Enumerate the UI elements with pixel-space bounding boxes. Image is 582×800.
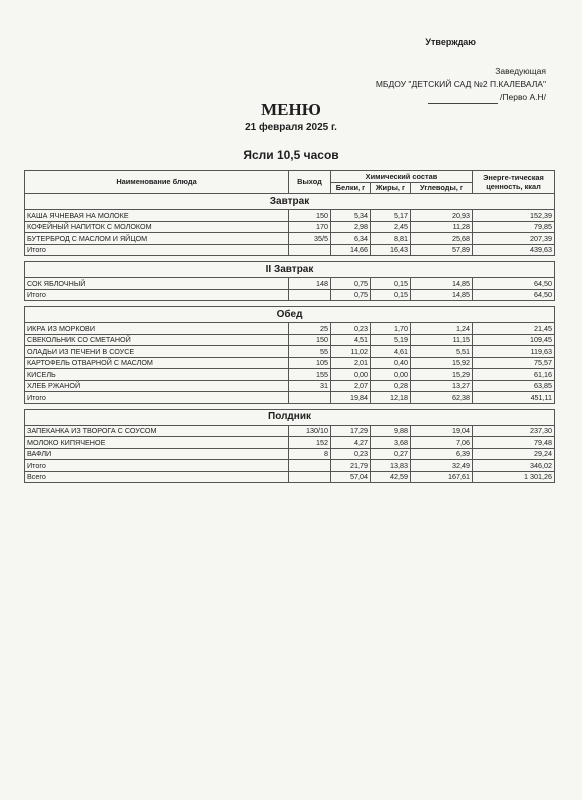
header-energy: Энерге-тическая ценность, ккал (473, 171, 555, 194)
dish-output: 148 (289, 278, 331, 290)
dish-carbs: 19,04 (411, 425, 473, 437)
dish-name: Итого (25, 460, 289, 472)
approval-sign-name: /Перво А.Н/ (500, 92, 546, 102)
menu-table (24, 170, 555, 483)
menu-body (25, 194, 555, 483)
dish-proteins: 19,84 (331, 392, 371, 404)
dish-proteins: 57,04 (331, 471, 371, 483)
dish-row (25, 357, 555, 369)
dish-energy: 61,16 (473, 369, 555, 381)
dish-fats: 0,15 (371, 289, 411, 301)
dish-proteins: 21,79 (331, 460, 371, 472)
dish-carbs: 7,06 (411, 437, 473, 449)
dish-energy: 451,11 (473, 392, 555, 404)
header-carbs: Углеводы, г (411, 182, 473, 194)
dish-energy: 207,39 (473, 233, 555, 245)
dish-output: 152 (289, 437, 331, 449)
dish-output: 105 (289, 357, 331, 369)
menu-title: МЕНЮ (261, 100, 321, 119)
dish-fats: 2,45 (371, 221, 411, 233)
header-dish: Наименование блюда (25, 171, 289, 194)
dish-output: 155 (289, 369, 331, 381)
dish-proteins: 2,01 (331, 357, 371, 369)
dish-proteins: 6,34 (331, 233, 371, 245)
dish-energy: 237,30 (473, 425, 555, 437)
dish-name: МОЛОКО КИПЯЧЕНОЕ (25, 437, 289, 449)
dish-row (25, 221, 555, 233)
dish-fats: 9,88 (371, 425, 411, 437)
dish-proteins: 0,00 (331, 369, 371, 381)
dish-fats: 1,70 (371, 323, 411, 335)
dish-proteins: 0,75 (331, 289, 371, 301)
section-title: II Завтрак (25, 262, 555, 278)
dish-fats: 12,18 (371, 392, 411, 404)
dish-carbs: 25,68 (411, 233, 473, 245)
section-title: Завтрак (25, 194, 555, 210)
dish-carbs: 32,49 (411, 460, 473, 472)
dish-carbs: 6,39 (411, 448, 473, 460)
dish-name: Итого (25, 244, 289, 256)
approval-org: МБДОУ "ДЕТСКИЙ САД №2 П.КАЛЕВАЛА" (375, 79, 546, 89)
dish-row (25, 346, 555, 358)
dish-name: ХЛЕБ РЖАНОЙ (25, 380, 289, 392)
dish-energy: 346,02 (473, 460, 555, 472)
dish-carbs: 1,24 (411, 323, 473, 335)
dish-energy: 64,50 (473, 289, 555, 301)
dish-proteins: 0,75 (331, 278, 371, 290)
dish-carbs: 11,15 (411, 334, 473, 346)
dish-proteins: 0,23 (331, 448, 371, 460)
dish-name: БУТЕРБРОД С МАСЛОМ И ЯЙЦОМ (25, 233, 289, 245)
dish-fats: 0,27 (371, 448, 411, 460)
dish-carbs: 11,28 (411, 221, 473, 233)
dish-proteins: 11,02 (331, 346, 371, 358)
menu-date: 21 февраля 2025 г. (245, 122, 337, 133)
dish-energy: 439,63 (473, 244, 555, 256)
dish-name: Итого (25, 289, 289, 301)
dish-name: КОФЕЙНЫЙ НАПИТОК С МОЛОКОМ (25, 221, 289, 233)
dish-carbs: 15,29 (411, 369, 473, 381)
dish-fats: 0,40 (371, 357, 411, 369)
dish-fats: 0,28 (371, 380, 411, 392)
dish-name: КИСЕЛЬ (25, 369, 289, 381)
dish-proteins: 4,27 (331, 437, 371, 449)
dish-output: 25 (289, 323, 331, 335)
dish-output (289, 471, 331, 483)
dish-name: ВАФЛИ (25, 448, 289, 460)
dish-row (25, 369, 555, 381)
dish-output: 150 (289, 210, 331, 222)
dish-row (25, 278, 555, 290)
dish-name: ИКРА ИЗ МОРКОВИ (25, 323, 289, 335)
dish-proteins: 17,29 (331, 425, 371, 437)
menu-group: Ясли 10,5 часов (243, 148, 339, 162)
dish-output: 8 (289, 448, 331, 460)
dish-energy: 21,45 (473, 323, 555, 335)
header-fats: Жиры, г (371, 182, 411, 194)
dish-fats: 5,19 (371, 334, 411, 346)
dish-output: 170 (289, 221, 331, 233)
dish-name: КАША ЯЧНЕВАЯ НА МОЛОКЕ (25, 210, 289, 222)
dish-carbs: 14,85 (411, 278, 473, 290)
dish-fats: 8,81 (371, 233, 411, 245)
dish-row (25, 323, 555, 335)
dish-proteins: 5,34 (331, 210, 371, 222)
dish-carbs: 62,38 (411, 392, 473, 404)
dish-output: 150 (289, 334, 331, 346)
dish-name: ОЛАДЬИ ИЗ ПЕЧЕНИ В СОУСЕ (25, 346, 289, 358)
section-row (25, 409, 555, 425)
dish-row (25, 233, 555, 245)
dish-energy: 75,57 (473, 357, 555, 369)
dish-name: СОК ЯБЛОЧНЫЙ (25, 278, 289, 290)
section-row (25, 307, 555, 323)
dish-row (25, 210, 555, 222)
dish-output: 31 (289, 380, 331, 392)
dish-energy: 1 301,26 (473, 471, 555, 483)
dish-proteins: 0,23 (331, 323, 371, 335)
dish-carbs: 167,61 (411, 471, 473, 483)
dish-carbs: 15,92 (411, 357, 473, 369)
dish-energy: 64,50 (473, 278, 555, 290)
dish-name: Всего (25, 471, 289, 483)
approval-title: Утверждаю (425, 37, 476, 47)
dish-fats: 0,00 (371, 369, 411, 381)
dish-energy: 119,63 (473, 346, 555, 358)
dish-fats: 5,17 (371, 210, 411, 222)
grand-total-row (25, 471, 555, 483)
section-title: Полдник (25, 409, 555, 425)
dish-fats: 42,59 (371, 471, 411, 483)
subtotal-row (25, 392, 555, 404)
dish-energy: 63,85 (473, 380, 555, 392)
header-output: Выход (289, 171, 331, 194)
dish-energy: 79,48 (473, 437, 555, 449)
dish-row (25, 380, 555, 392)
dish-proteins: 4,51 (331, 334, 371, 346)
dish-fats: 13,83 (371, 460, 411, 472)
dish-row (25, 334, 555, 346)
approval-role: Заведующая (495, 66, 546, 76)
dish-energy: 29,24 (473, 448, 555, 460)
dish-energy: 152,39 (473, 210, 555, 222)
dish-fats: 0,15 (371, 278, 411, 290)
dish-proteins: 2,07 (331, 380, 371, 392)
dish-proteins: 14,66 (331, 244, 371, 256)
dish-energy: 79,85 (473, 221, 555, 233)
dish-carbs: 14,85 (411, 289, 473, 301)
approval-block (306, 36, 546, 104)
dish-fats: 4,61 (371, 346, 411, 358)
dish-output: 55 (289, 346, 331, 358)
dish-name: Итого (25, 392, 289, 404)
header-proteins: Белки, г (331, 182, 371, 194)
header-chem: Химический состав (331, 171, 473, 183)
dish-output (289, 289, 331, 301)
dish-fats: 3,68 (371, 437, 411, 449)
dish-name: ЗАПЕКАНКА ИЗ ТВОРОГА С СОУСОМ (25, 425, 289, 437)
dish-row (25, 437, 555, 449)
dish-row (25, 448, 555, 460)
dish-output (289, 392, 331, 404)
dish-energy: 109,45 (473, 334, 555, 346)
dish-name: КАРТОФЕЛЬ ОТВАРНОЙ С МАСЛОМ (25, 357, 289, 369)
dish-output (289, 460, 331, 472)
subtotal-row (25, 460, 555, 472)
dish-output (289, 244, 331, 256)
subtotal-row (25, 244, 555, 256)
dish-carbs: 57,89 (411, 244, 473, 256)
dish-carbs: 13,27 (411, 380, 473, 392)
section-row (25, 194, 555, 210)
dish-carbs: 20,93 (411, 210, 473, 222)
subtotal-row (25, 289, 555, 301)
dish-fats: 16,43 (371, 244, 411, 256)
section-row (25, 262, 555, 278)
dish-proteins: 2,98 (331, 221, 371, 233)
dish-output: 130/10 (289, 425, 331, 437)
section-title: Обед (25, 307, 555, 323)
dish-carbs: 5,51 (411, 346, 473, 358)
dish-output: 35/5 (289, 233, 331, 245)
dish-name: СВЕКОЛЬНИК СО СМЕТАНОЙ (25, 334, 289, 346)
dish-row (25, 425, 555, 437)
